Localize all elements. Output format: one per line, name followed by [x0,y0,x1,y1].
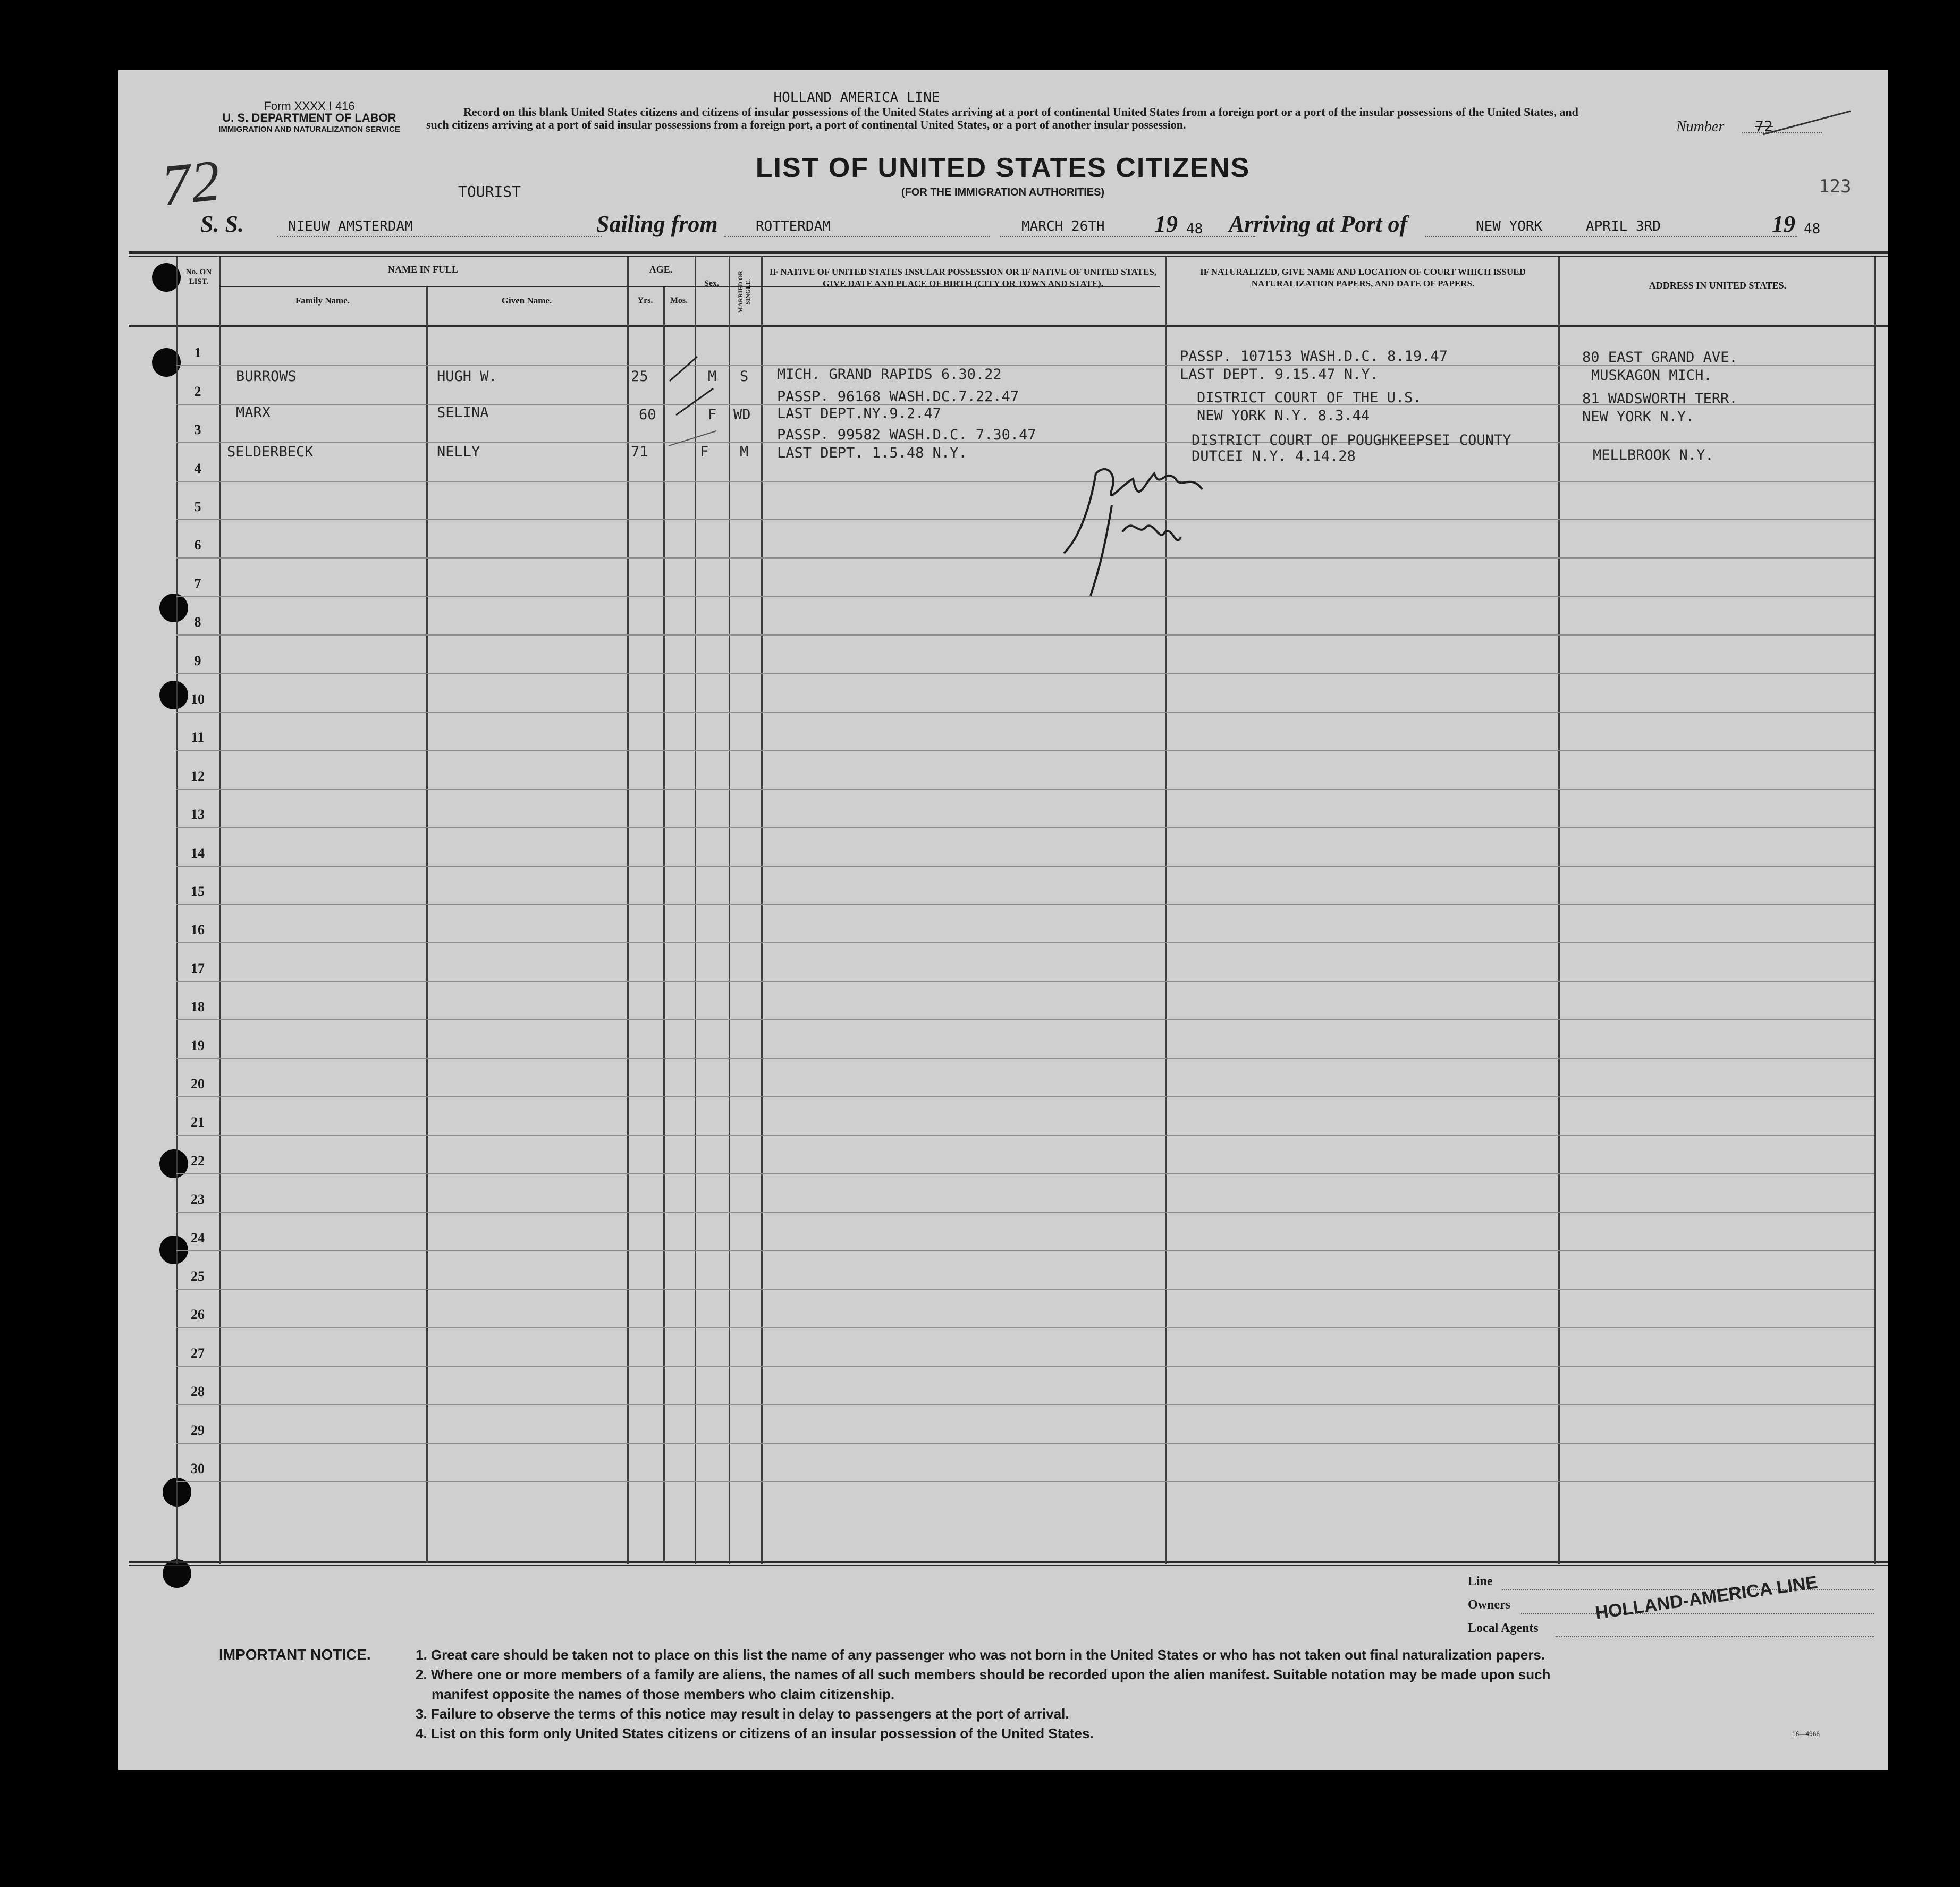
given-name: HUGH W. [437,368,497,385]
row-number: 20 [191,1076,205,1091]
native-line: PASSP. 96168 WASH.DC.7.22.47 [777,388,1019,405]
from-underline [724,236,990,237]
row-rule [176,634,1874,636]
signature [1032,442,1223,601]
agents-label: Local Agents [1468,1621,1539,1635]
sex: F [700,444,709,460]
marital-status: M [740,444,749,460]
row-number: 14 [191,845,205,861]
naturalization-line: PASSP. 107153 WASH.D.C. 8.19.47 [1180,348,1448,365]
row-rule [176,673,1874,674]
arrival-port: NEW YORK [1476,218,1543,234]
row-rule [176,942,1874,943]
arrival-year: 48 [1804,221,1821,237]
header-address: ADDRESS IN UNITED STATES. [1649,280,1787,291]
header-family-name: Family Name. [295,295,350,306]
manifest-sheet [118,70,1888,1770]
row-rule [176,519,1874,520]
marital-status: S [740,368,749,385]
sail-date: MARCH 26TH [1021,218,1105,234]
sailing-label: Sailing from [596,211,718,237]
row-number: 13 [191,807,205,822]
row-number: 16 [191,922,205,937]
ss-label: S. S. [200,211,244,237]
arrival-year-prefix: 19 [1772,211,1795,237]
sail-year-prefix: 19 [1154,211,1178,237]
native-line: LAST DEPT.NY.9.2.47 [777,405,941,422]
row-number: 4 [194,461,201,476]
header-naturalized: IF NATURALIZED, GIVE NAME AND LOCATION OF COURT WHICH ISSUED NATURALIZATION PAPERS, AND DATE OF PAPERS. [1200,267,1526,289]
ship-underline [277,236,602,237]
table-bottom-rule [129,1561,1888,1563]
col-divider [176,257,178,1564]
row-number: 6 [194,537,201,553]
row-number: 26 [191,1307,205,1322]
row-number: 17 [191,961,205,976]
naturalization-line: DISTRICT COURT OF POUGHKEEPSEI COUNTY [1192,432,1511,449]
number-strike [1760,107,1856,139]
row-rule [176,1250,1874,1251]
row-rule [176,1173,1874,1174]
print-code: 16—4966 [1792,1730,1820,1738]
notice-item: 2. Where one or more members of a family are aliens, the names of all such members should be recorded upon the alien manifest. Suitable notation may be made upon such [416,1666,1551,1682]
address-line: NEW YORK N.Y. [1582,409,1695,425]
header-name-in-full: NAME IN FULL [387,264,458,275]
owners-label: Owners [1468,1598,1510,1612]
row-number: 18 [191,999,205,1014]
col-divider [761,257,763,1564]
col-divider [729,257,730,1564]
page-subtitle: (FOR THE IMMIGRATION AUTHORITIES) [901,187,1105,198]
row-number: 3 [194,422,201,437]
row-number: 19 [191,1038,205,1053]
row-number: 21 [191,1114,205,1130]
header-yrs: Yrs. [637,296,653,305]
notice-list [416,1645,1882,1744]
table-bottom-rule-2 [129,1565,1888,1566]
address-line: 80 EAST GRAND AVE. [1582,349,1738,366]
row-rule [176,596,1874,597]
notice-item: 3. Failure to observe the terms of this notice may result in delay to passengers at the port of arrival. [416,1706,1069,1722]
row-number: 5 [194,499,201,514]
line-name: HOLLAND AMERICA LINE [773,90,940,106]
row-rule [176,1327,1874,1328]
ship-name: NIEUW AMSTERDAM [288,218,413,234]
notice-item: 4. List on this form only United States citizens or citizens of an insular possession of the United States. [416,1725,1094,1741]
row-number: 1 [194,345,201,360]
form-number: Form XXXX I 416 [264,99,355,113]
row-number: 12 [191,768,205,784]
row-number: 15 [191,884,205,899]
row-rule [176,557,1874,559]
table-top-rule [129,251,1888,254]
sail-year: 48 [1186,221,1203,237]
row-rule [176,1366,1874,1367]
row-number: 2 [194,384,201,399]
row-number: 7 [194,576,201,591]
number-value: 72 [1755,117,1773,135]
row-number: 8 [194,614,201,630]
row-number: 9 [194,653,201,669]
row-rule [176,981,1874,982]
row-number: 27 [191,1346,205,1361]
instructions: Record on this blank United States citizens and citizens of insular possessions of the United States arriving at a port of continental United States from a foreign port or a port of the insular possessions of the United States, and such citizens arriving at a port of said insular possessions from a foreign port, a port of continental United States, or a port of another insular possession. [426,105,1578,131]
row-rule [176,1443,1874,1444]
handwritten-number: 72 [158,147,224,218]
arriving-label: Arriving at Port of [1229,211,1408,237]
header-age: AGE. [649,264,673,275]
row-rule [176,1404,1874,1405]
native-line: PASSP. 99582 WASH.D.C. 7.30.47 [777,427,1036,443]
row-rule [176,827,1874,828]
naturalization-line: DUTCEI N.Y. 4.14.28 [1192,448,1356,464]
page-number: 123 [1819,176,1852,197]
header-no: No. ON LIST. [185,268,212,286]
form-info [182,100,437,136]
age-years: 25 [631,368,648,385]
row-number: 11 [191,730,205,745]
naturalization-line: DISTRICT COURT OF THE U.S. [1197,390,1422,406]
row-rule [176,750,1874,751]
notice-title: IMPORTANT NOTICE. [219,1646,371,1663]
owners-underline [1521,1613,1874,1614]
class-label: TOURIST [458,183,521,200]
row-rule [176,481,1874,482]
row-rule [176,789,1874,790]
header-sex: Sex. [704,279,719,288]
age-years: 71 [631,444,648,460]
naturalization-line: LAST DEPT. 9.15.47 N.Y. [1180,366,1379,383]
header-married: MARRIED OR SINGLE. [737,270,751,313]
row-rule [176,1096,1874,1097]
col-divider [627,257,629,1564]
row-number: 24 [191,1230,205,1246]
header-bottom-rule [129,325,1888,327]
header-native: IF NATIVE OF UNITED STATES INSULAR POSSESSION OR IF NATIVE OF UNITED STATES, GIVE DATE AND PLACE OF BIRTH (CITY OR TOWN AND STATE). [769,267,1157,289]
family-name: SELDERBECK [227,444,314,460]
naturalization-line: NEW YORK N.Y. 8.3.44 [1197,408,1370,424]
ditto-marks [665,335,740,452]
row-rule [176,1481,1874,1482]
department: U. S. DEPARTMENT OF LABOR [222,111,396,124]
col-divider [426,287,428,1563]
age-years: 60 [639,407,656,423]
row-number: 23 [191,1191,205,1207]
family-name: BURROWS [236,368,297,385]
notice-item: manifest opposite the names of those members who claim citizenship. [432,1686,895,1702]
arrival-underline [1425,236,1797,237]
sex: M [708,368,717,385]
col-divider [695,257,696,1564]
arrival-date: APRIL 3RD [1586,218,1661,234]
notice-item: 1. Great care should be taken not to place on this list the name of any passenger who was not born in the United States or who has not taken out final naturalization papers. [416,1647,1545,1663]
row-number: 28 [191,1384,205,1399]
line-label: Line [1468,1575,1493,1588]
given-name: SELINA [437,404,489,421]
address-line: 81 WADSWORTH TERR. [1582,391,1738,407]
given-name: NELLY [437,444,480,460]
row-rule [176,712,1874,713]
row-rule [176,1289,1874,1290]
row-rule [176,1135,1874,1136]
row-rule [176,904,1874,905]
row-number: 29 [191,1423,205,1438]
col-divider [1558,257,1560,1564]
from-port: ROTTERDAM [756,218,831,234]
native-line: LAST DEPT. 1.5.48 N.Y. [777,445,967,461]
address-line: MUSKAGON MICH. [1591,367,1712,384]
page-title: LIST OF UNITED STATES CITIZENS [755,153,1251,183]
date-underline [1000,236,1255,237]
col-divider [219,257,221,1564]
row-rule [176,1212,1874,1213]
agents-underline [1556,1636,1874,1637]
row-rule [176,1058,1874,1059]
sex: F [708,407,717,423]
row-number: 10 [191,691,205,707]
table-top-rule-2 [129,256,1888,257]
col-divider [663,287,665,1563]
birth-info: MICH. GRAND RAPIDS 6.30.22 [777,366,1002,383]
row-number: 22 [191,1153,205,1169]
header-given-name: Given Name. [501,295,552,306]
family-name: MARX [236,404,271,421]
service: IMMIGRATION AND NATURALIZATION SERVICE [218,125,400,134]
header-mos: Mos. [670,296,688,305]
row-rule [176,866,1874,867]
col-divider [1874,257,1876,1564]
number-label: Number [1676,119,1725,135]
row-number: 30 [191,1461,205,1476]
row-rule [176,1019,1874,1020]
marital-status: WD [733,407,751,423]
address-line: MELLBROOK N.Y. [1593,447,1714,463]
stamp: HOLLAND-AMERICA LINE [1594,1572,1819,1623]
row-number: 25 [191,1268,205,1284]
